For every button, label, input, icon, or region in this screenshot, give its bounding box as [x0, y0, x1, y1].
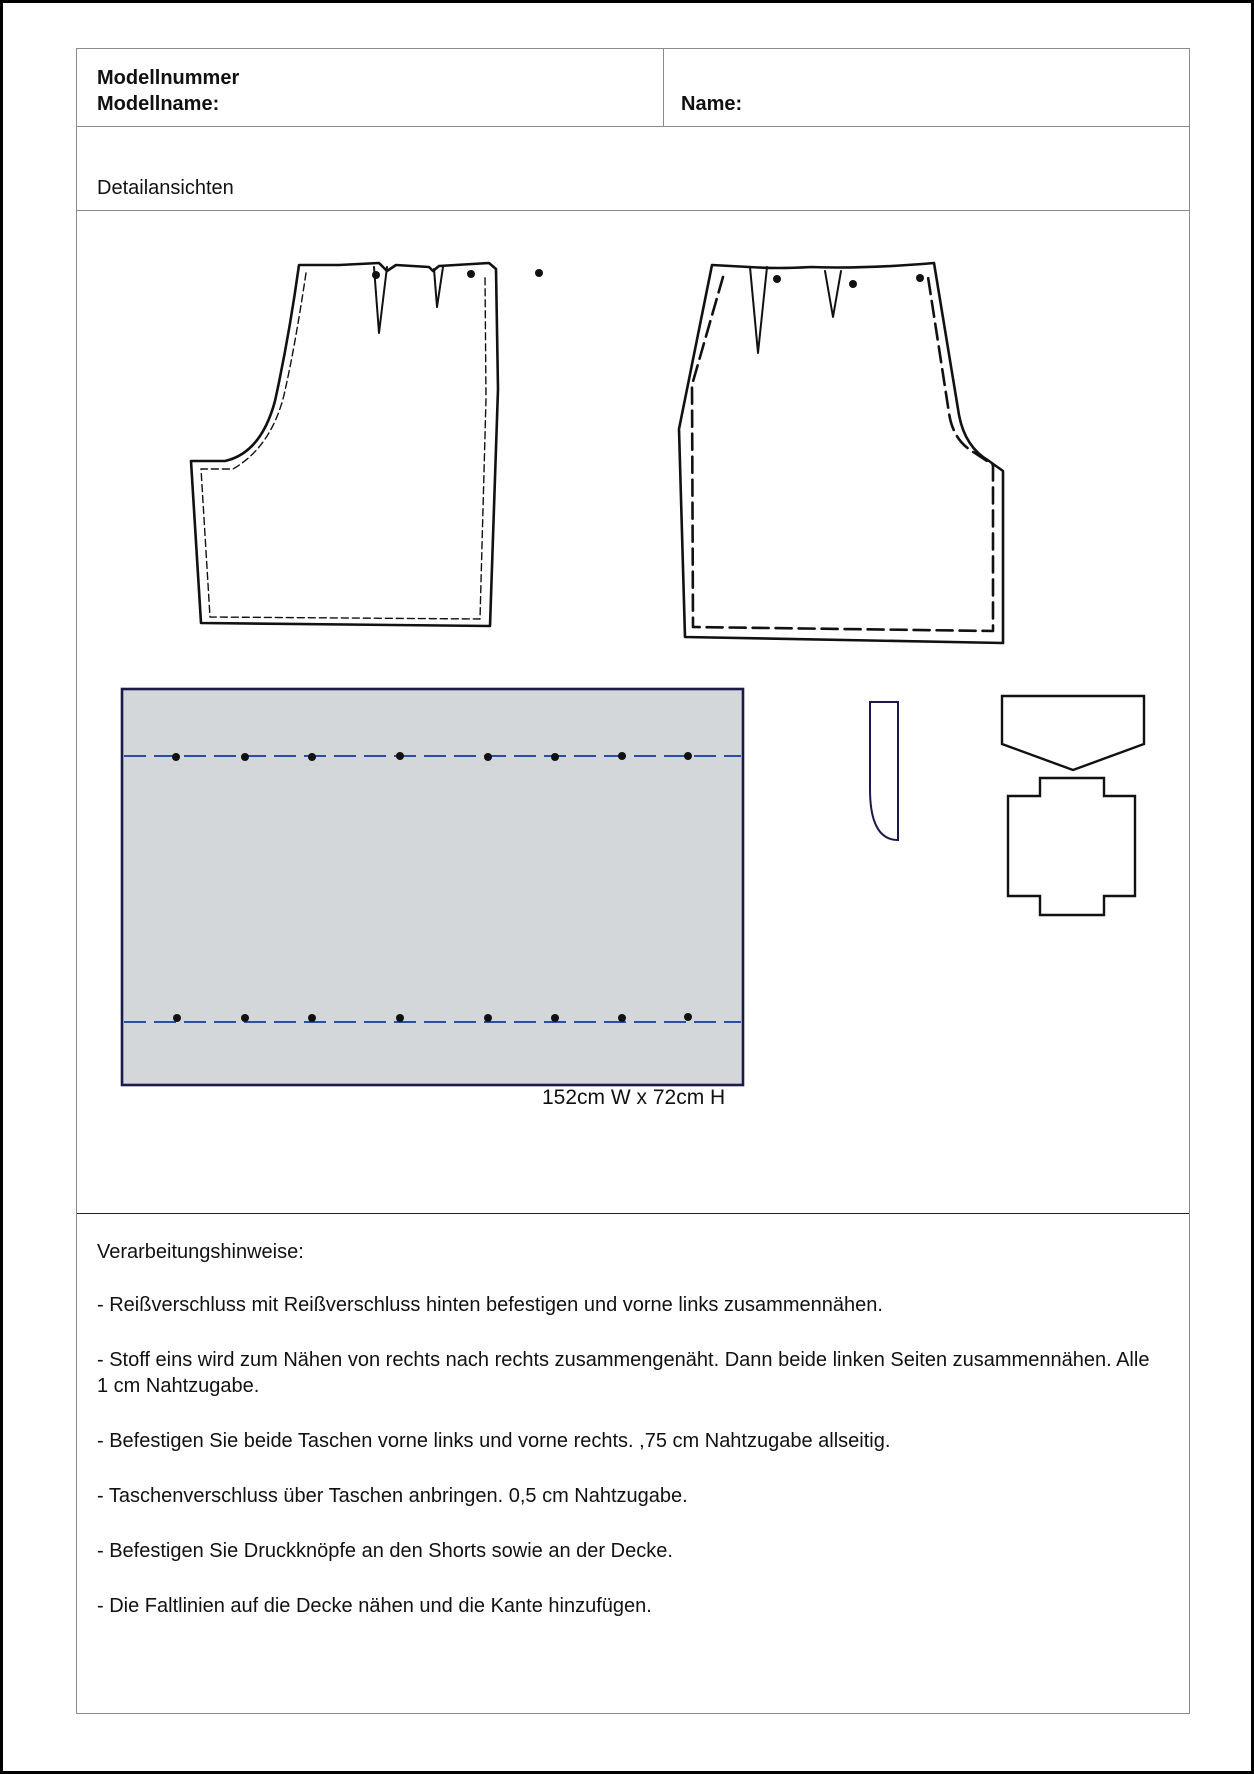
snap-dot	[849, 280, 857, 288]
shorts-front-seam-line	[692, 277, 993, 631]
snap-dot	[551, 753, 559, 761]
notes-title: Verarbeitungshinweise:	[97, 1241, 304, 1263]
snap-dot	[684, 752, 692, 760]
shorts-front-dart-1	[750, 267, 767, 353]
shorts-front-piece	[679, 263, 1003, 643]
snap-dot	[241, 753, 249, 761]
note-item: - Taschenverschluss über Taschen anbringen. 0,5 cm Nahtzugabe.	[97, 1485, 688, 1507]
snap-dot	[535, 269, 543, 277]
note-item: - Stoff eins wird zum Nähen von rechts nach rechts zusammengenäht. Dann beide linken Seiten zusammennähen. Alle 1 cm Nahtzugabe.	[97, 1349, 1150, 1397]
note-item: - Befestigen Sie beide Taschen vorne links und vorne rechts. ,75 cm Nahtzugabe allseitig.	[97, 1430, 891, 1452]
snap-dot	[618, 1014, 626, 1022]
snap-dot	[684, 1013, 692, 1021]
blanket-piece	[122, 689, 743, 1085]
snap-dot	[372, 271, 380, 279]
technical-drawing	[77, 49, 1191, 1213]
model-name-label: Modellname:	[97, 93, 220, 115]
snap-dot	[773, 275, 781, 283]
snap-dot	[308, 753, 316, 761]
snap-dot	[916, 274, 924, 282]
snap-dot	[396, 752, 404, 760]
snap-dot	[308, 1014, 316, 1022]
notes-list	[97, 1292, 1157, 1648]
note-item: - Die Faltlinien auf die Decke nähen und die Kante hinzufügen.	[97, 1595, 652, 1617]
snap-dot	[618, 752, 626, 760]
blanket-dimension-label: 152cm W x 72cm H	[542, 1086, 726, 1109]
model-number-label: Modellnummer	[97, 67, 240, 89]
snap-dot	[241, 1014, 249, 1022]
shorts-front-outline	[679, 263, 1003, 643]
shorts-front-dart-2	[825, 271, 841, 317]
snap-dot	[484, 1014, 492, 1022]
tech-pack-sheet	[76, 48, 1190, 1714]
notes-divider	[77, 1213, 1189, 1214]
shorts-back-piece	[191, 263, 543, 626]
shorts-back-outline	[191, 263, 498, 626]
pocket-piece	[1008, 778, 1135, 915]
blanket-rectangle	[122, 689, 743, 1085]
shorts-back-seam-line	[201, 273, 486, 619]
zipper-piece	[870, 702, 898, 840]
note-item: - Befestigen Sie Druckknöpfe an den Shorts sowie an der Decke.	[97, 1540, 673, 1562]
detail-title: Detailansichten	[97, 177, 234, 199]
shorts-back-dart-2	[434, 267, 443, 307]
snap-dot	[484, 753, 492, 761]
note-item: - Reißverschluss mit Reißverschluss hinten befestigen und vorne links zusammennähen.	[97, 1294, 883, 1316]
pocket-flap-piece	[1002, 696, 1144, 770]
snap-dot	[551, 1014, 559, 1022]
snap-dot	[467, 270, 475, 278]
snap-dot	[173, 1014, 181, 1022]
name-label: Name:	[681, 93, 743, 115]
snap-dot	[396, 1014, 404, 1022]
snap-dot	[172, 753, 180, 761]
